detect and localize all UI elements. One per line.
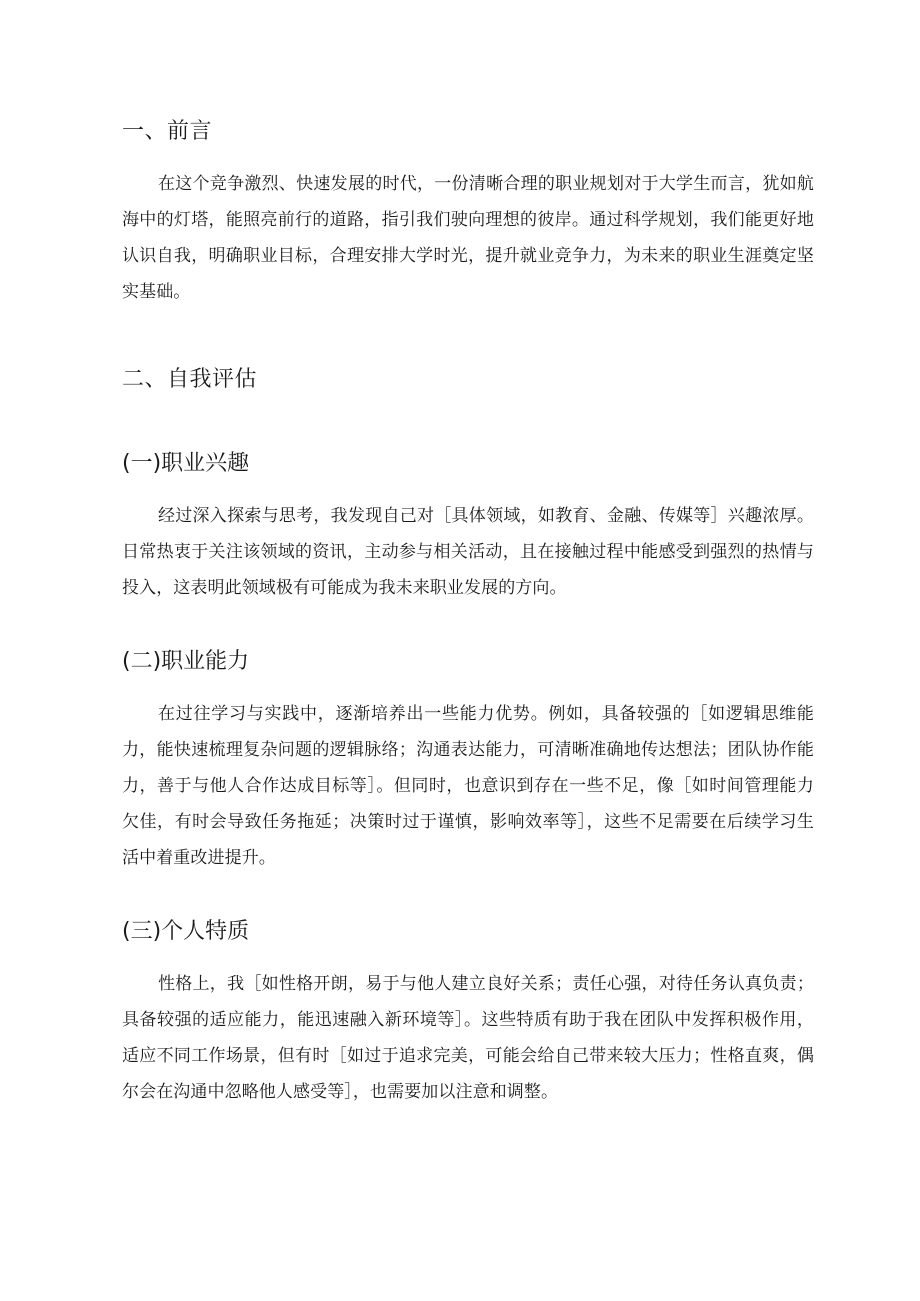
paragraph-preface: 在这个竞争激烈、快速发展的时代，一份清晰合理的职业规划对于大学生而言，犹如航海中的灯塔，能照亮前行的道路，指引我们驶向理想的彼岸。通过科学规划，我们能更好地认识自我，明确职业目标，合理安排大学时光，提升就业竞争力，为未来的职业生涯奠定坚实基础。 [122, 174, 814, 302]
subsection-title-traits: (三)个人特质 [122, 919, 250, 944]
document-body [122, 112, 814, 1110]
subsection-title-ability: (二)职业能力 [122, 649, 250, 674]
paragraph-ability: 在过往学习与实践中，逐渐培养出一些能力优势。例如，具备较强的［如逻辑思维能力，能快速梳理复杂问题的逻辑脉络；沟通表达能力，可清晰准确地传达想法；团队协作能力，善于与他人合作达成目标等］。但同时，也意识到存在一些不足，像［如时间管理能力欠佳，有时会导致任务拖延；决策时过于谨慎，影响效率等］，这些不足需要在后续学习生活中着重改进提升。 [122, 704, 814, 868]
paragraph-traits: 性格上，我［如性格开朗，易于与他人建立良好关系；责任心强，对待任务认真负责；具备较强的适应能力，能迅速融入新环境等］。这些特质有助于我在团队中发挥积极作用，适应不同工作场景，但有时［如过于追求完美，可能会给自己带来较大压力；性格直爽，偶尔会在沟通中忽略他人感受等］，也需要加以注意和调整。 [122, 974, 814, 1102]
section-title-preface: 一、前言 [122, 119, 213, 144]
section-title-self-assessment: 二、自我评估 [122, 367, 258, 392]
subsection-title-interest: (一)职业兴趣 [122, 451, 250, 476]
paragraph-interest: 经过深入探索与思考，我发现自己对［具体领域，如教育、金融、传媒等］兴趣浓厚。日常热衷于关注该领域的资讯，主动参与相关活动，且在接触过程中能感受到强烈的热情与投入，这表明此领域极有可能成为我未来职业发展的方向。 [122, 506, 814, 598]
